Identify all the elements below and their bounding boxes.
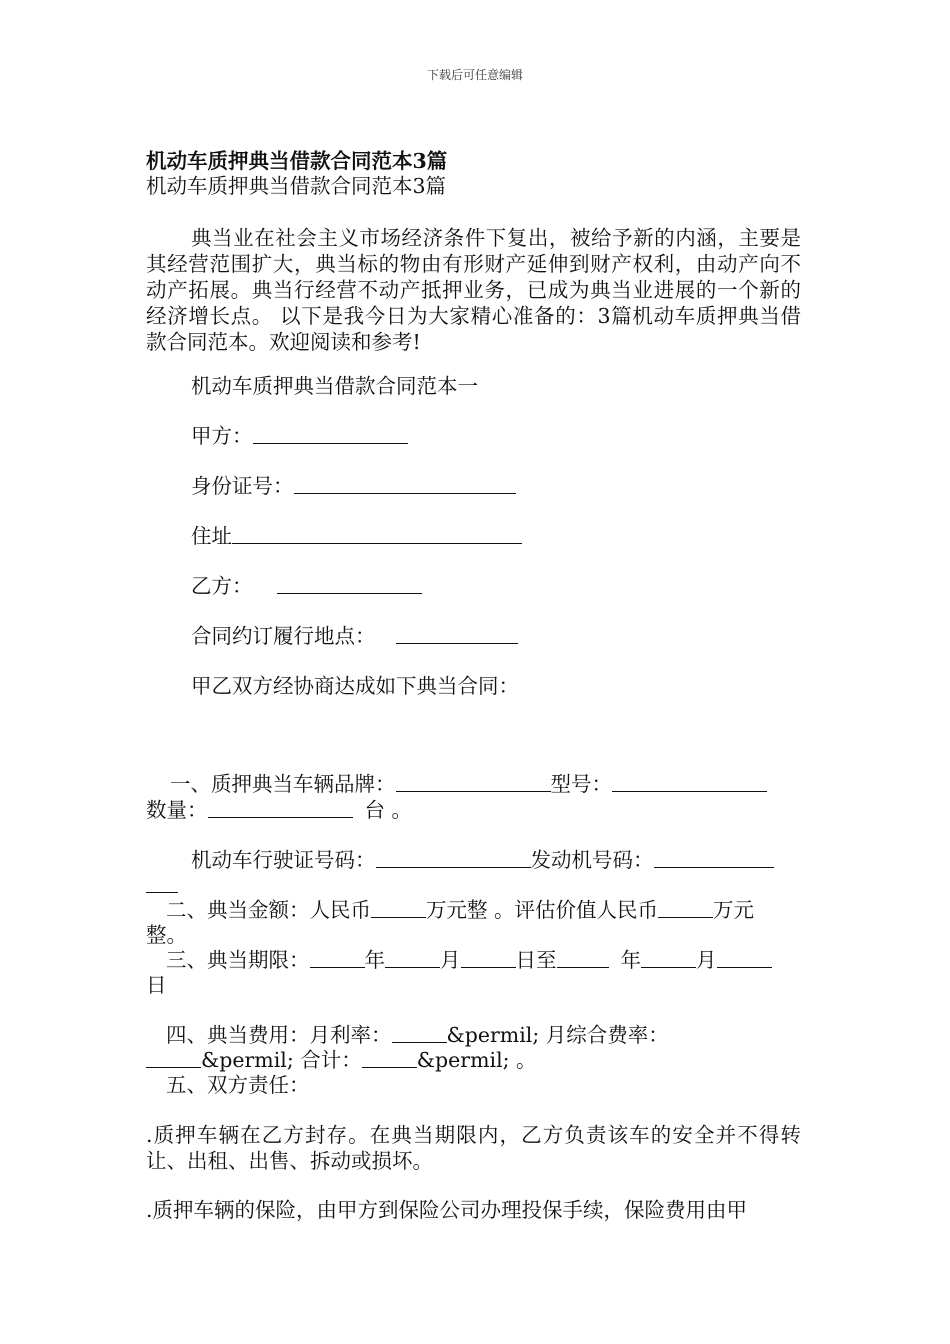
clause-3-line-1 <box>166 949 772 971</box>
party-b-blank <box>277 575 422 594</box>
party-a-blank <box>253 425 408 444</box>
clause-4-line-2 <box>146 1049 537 1071</box>
brand-label: 一、质押典当车辆品牌： <box>170 772 396 796</box>
model-blank <box>612 773 767 792</box>
license-blank <box>376 849 531 868</box>
engine-blank <box>654 849 774 868</box>
license-label: 机动车行驶证号码： <box>191 848 376 872</box>
start-year-label: 年 <box>364 948 385 972</box>
address-field <box>191 525 522 547</box>
clause-1-line-2 <box>146 799 412 821</box>
amount-blank <box>371 899 426 918</box>
start-month-blank <box>385 949 440 968</box>
end-year-blank <box>557 949 609 968</box>
section-heading: 机动车质押典当借款合同范本一 <box>191 374 478 398</box>
clause-3-line-2: 日 <box>146 973 167 997</box>
responsibility-item-1: .质押车辆在乙方封存。在典当期限内，乙方负责该车的安全并不得转让、出租、出售、拆动或损坏。 <box>146 1123 801 1173</box>
place-label: 合同约订履行地点： <box>191 624 376 648</box>
monthly-fee-label: &permil; 月综合费率： <box>446 1023 669 1047</box>
end-day-blank <box>717 949 772 968</box>
party-b-label: 乙方： <box>191 574 253 598</box>
model-label: 型号： <box>550 772 612 796</box>
total-blank <box>362 1049 417 1068</box>
clause-2-line-1 <box>166 899 754 921</box>
amount-label: 二、典当金额：人民币 <box>166 898 371 922</box>
place-blank <box>396 625 518 644</box>
party-a-field <box>191 425 408 447</box>
id-number-label: 身份证号： <box>191 474 294 498</box>
start-month-label: 月 <box>440 948 461 972</box>
total-unit: &permil; 。 <box>416 1048 537 1072</box>
quantity-blank <box>208 799 353 818</box>
start-day-blank <box>461 949 516 968</box>
engine-blank-tail <box>146 874 178 893</box>
place-field <box>191 625 518 647</box>
agreement-line: 甲乙双方经协商达成如下典当合同： <box>191 674 519 698</box>
document-subtitle: 机动车质押典当借款合同范本3篇 <box>146 174 447 198</box>
clause-4-line-1 <box>166 1024 669 1046</box>
term-label: 三、典当期限： <box>166 948 310 972</box>
brand-blank <box>396 773 551 792</box>
end-month-blank <box>641 949 696 968</box>
fee-label: 四、典当费用：月利率： <box>166 1023 392 1047</box>
engine-label: 发动机号码： <box>530 848 654 872</box>
page-header: 下载后可任意编辑 <box>426 68 523 82</box>
end-year-label: 年 <box>620 948 641 972</box>
address-label: 住址 <box>191 524 232 548</box>
total-label: &permil; 合计： <box>201 1048 362 1072</box>
end-month-label: 月 <box>696 948 717 972</box>
address-blank <box>232 525 522 544</box>
monthly-fee-blank <box>146 1049 201 1068</box>
start-year-blank <box>310 949 365 968</box>
id-number-field <box>191 475 516 497</box>
unit-label: 台 。 <box>364 798 413 822</box>
clause-2-line-2: 整。 <box>146 923 187 947</box>
clause-1-line-1 <box>170 773 767 795</box>
document-title: 机动车质押典当借款合同范本3篇 <box>146 149 448 173</box>
engine-blank-continued <box>146 874 178 896</box>
valuation-unit: 万元 <box>713 898 755 922</box>
valuation-label: 万元整 。评估价值人民币 <box>426 898 659 922</box>
party-a-label: 甲方： <box>191 424 253 448</box>
intro-paragraph: 典当业在社会主义市场经济条件下复出，被给予新的内涵，主要是其经营范围扩大，典当标的物由有形财产延伸到财产权利，由动产向不动产拓展。典当行经营不动产抵押业务，已成为典当业进展的一个新的经济增长点。 以下是我今日为大家精心准备的：3篇机动车质押典当借款合同范本。欢迎阅读和参考! <box>146 226 801 354</box>
start-day-label: 日至 <box>515 948 557 972</box>
license-line <box>191 849 774 871</box>
party-b-field <box>191 575 422 597</box>
responsibility-item-2: .质押车辆的保险，由甲方到保险公司办理投保手续，保险费用由甲 <box>146 1198 748 1222</box>
clause-5-heading: 五、双方责任： <box>166 1073 310 1097</box>
valuation-blank <box>658 899 713 918</box>
quantity-label: 数量： <box>146 798 208 822</box>
monthly-rate-blank <box>392 1024 447 1043</box>
id-number-blank <box>294 475 516 494</box>
